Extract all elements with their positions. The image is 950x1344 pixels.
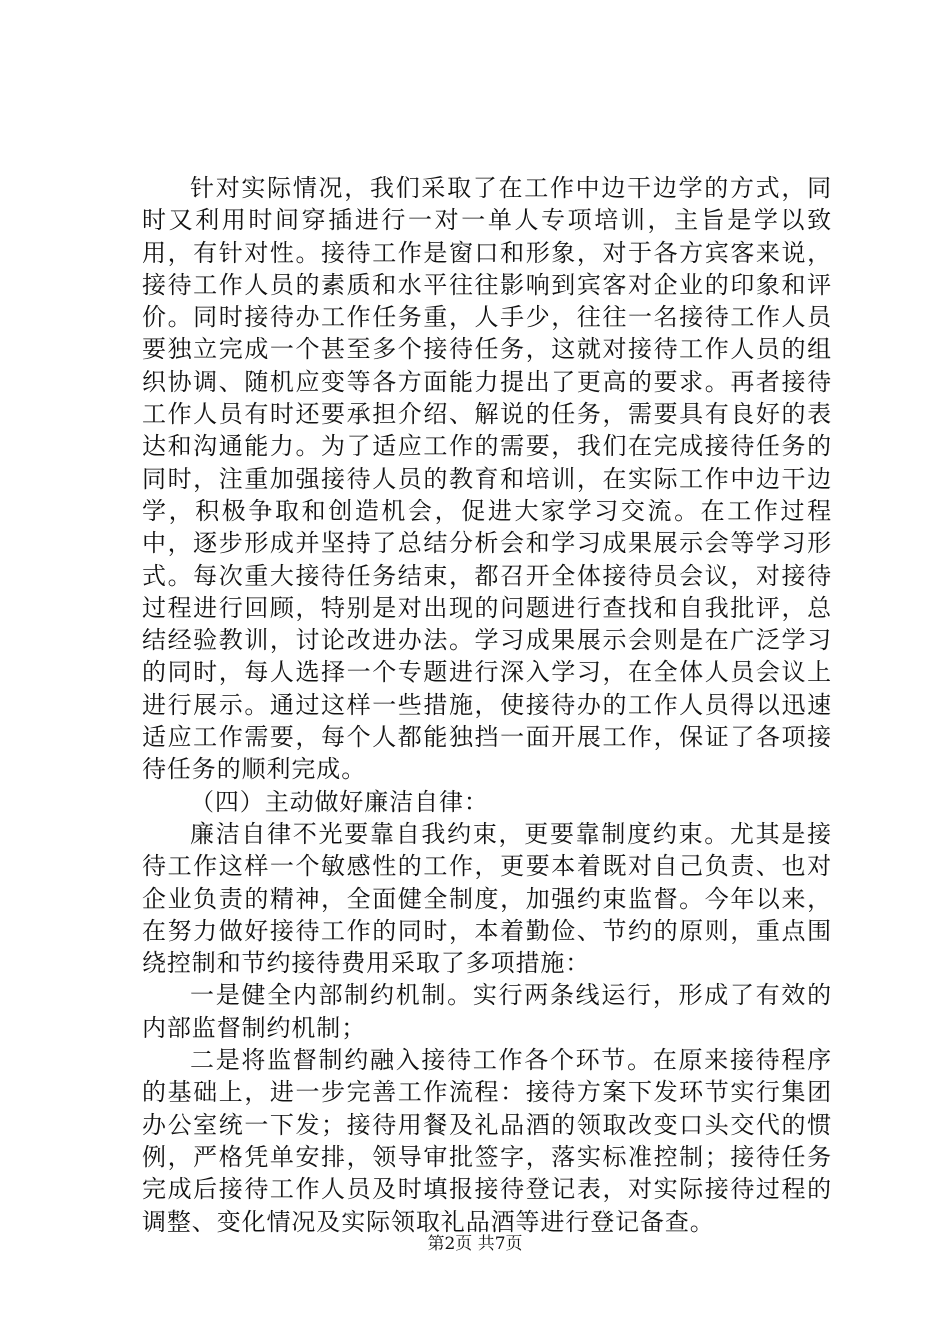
page-number-footer: 第2页 共7页: [427, 1234, 523, 1254]
document-body: [142, 172, 832, 1238]
paragraph-training: 针对实际情况，我们采取了在工作中边干边学的方式，同时又利用时间穿插进行一对一单人专项培训，主旨是学以致用，有针对性。接待工作是窗口和形象，对于各方宾客来说，接待工作人员的素质和水平往往影响到宾客对企业的印象和评价。同时接待办工作任务重，人手少，往往一名接待工作人员要独立完成一个甚至多个接待任务，这就对接待工作人员的组织协调、随机应变等各方面能力提出了更高的要求。再者接待工作人员有时还要承担介绍、解说的任务，需要具有良好的表达和沟通能力。为了适应工作的需要，我们在完成接待任务的同时，注重加强接待人员的教育和培训，在实际工作中边干边学，积极争取和创造机会，促进大家学习交流。在工作过程中，逐步形成并坚持了总结分析会和学习成果展示会等学习形式。每次重大接待任务结束，都召开全体接待员会议，对接待过程进行回顾，特别是对出现的问题进行查找和自我批评，总结经验教训，讨论改进办法。学习成果展示会则是在广泛学习的同时，每人选择一个专题进行深入学习，在全体人员会议上进行展示。通过这样一些措施，使接待办的工作人员得以迅速适应工作需要，每个人都能独挡一面开展工作，保证了各项接待任务的顺利完成。: [142, 174, 832, 784]
paragraph-measure-one: 一是健全内部制约机制。实行两条线运行，形成了有效的内部监督制约机制；: [142, 981, 832, 1042]
section-heading-integrity: （四）主动做好廉洁自律：: [190, 787, 489, 816]
paragraph-integrity: 廉洁自律不光要靠自我约束，更要靠制度约束。尤其是接待工作这样一个敏感性的工作，更要本着既对自己负责、也对企业负责的精神，全面健全制度，加强约束监督。今年以来，在努力做好接待工作的同时，本着勤俭、节约的原则，重点围绕控制和节约接待费用采取了多项措施：: [142, 819, 832, 978]
paragraph-measure-two: 二是将监督制约融入接待工作各个环节。在原来接待程序的基础上，进一步完善工作流程：接待方案下发环节实行集团办公室统一下发；接待用餐及礼品酒的领取改变口头交代的惯例，严格凭单安排，领导审批签字，落实标准控制；接待任务完成后接待工作人员及时填报接待登记表，对实际接待过程的调整、变化情况及实际领取礼品酒等进行登记备查。: [142, 1046, 832, 1236]
